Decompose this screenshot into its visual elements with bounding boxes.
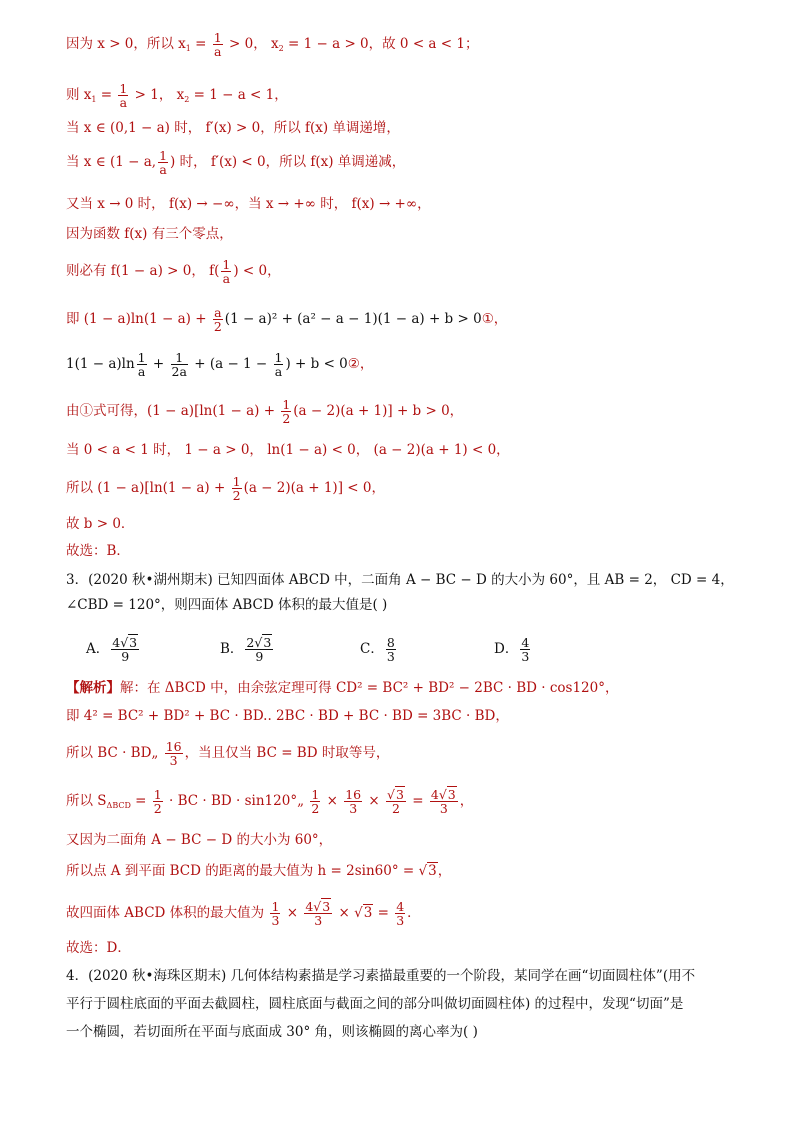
- fraction: $\frac{4√3}{3}$: [430, 787, 456, 816]
- fraction: $\frac{1}{a}$: [222, 257, 231, 286]
- solution-line-6: 所以点 A 到平面 BCD 的距离的最大值为 h = 2sin60° = √3，: [66, 863, 452, 879]
- fraction: $\frac{1}{a}$: [137, 350, 146, 379]
- fraction: $\frac{4}{3}$: [396, 899, 405, 928]
- option-c[interactable]: C． $\frac{8}{3}$: [360, 635, 395, 664]
- question-4-line-3: 一个椭圆，若切面所在平面与底面成 30° 角，则该椭圆的离心率为( ): [66, 1024, 478, 1040]
- fraction: $\frac{1}{a}$: [159, 148, 168, 177]
- line-three-zeros: 因为函数 f(x) 有三个零点，: [66, 226, 233, 242]
- fraction: $\frac{4√3}{3}$: [305, 899, 331, 928]
- line-inequality-2: 1(1 − a)ln $\frac{1}{a}$ + $\frac{1}{2a}$ + (a − 1 − $\frac{1}{a}$ ) + b < 0②，: [66, 350, 374, 379]
- solution-line-1: 【解析】解：在 ΔBCD 中，由余弦定理可得 CD² = BC² + BD² − 2BC · BD · cos120°，: [66, 680, 619, 696]
- fraction: $\frac{1}{2}$: [311, 787, 320, 816]
- fraction: $\frac{8}{3}$: [386, 635, 395, 664]
- fraction: $\frac{1}{a}$: [119, 81, 128, 110]
- option-d[interactable]: D． $\frac{4}{3}$: [494, 635, 530, 664]
- fraction: $\frac{1}{2}$: [282, 397, 291, 426]
- fraction: $\frac{a}{2}$: [213, 305, 222, 334]
- question-3-line-1: 3．(2020 秋•湖州期末) 已知四面体 ABCD 中，二面角 A − BC − D 的大小为 60°，且 AB = 2， CD = 4，: [66, 572, 734, 588]
- solution-line-7: 故四面体 ABCD 体积的最大值为 $\frac{1}{3}$ × $\frac{4√3}{3}$ × √3 = $\frac{4}{3}$ ．: [66, 899, 421, 928]
- line-so-negative: 所以 (1 − a)[ln(1 − a) + $\frac{1}{2}$ (a − 2)(a + 1)] < 0，: [66, 474, 385, 503]
- fraction: $\frac{1}{a}$: [274, 350, 283, 379]
- line-necessary: 则必有 f(1 − a) > 0， f( $\frac{1}{a}$ ) < 0，: [66, 257, 281, 286]
- question-4-line-2: 平行于圆柱底面的平面去截圆柱，圆柱底面与截面之间的部分叫做切面圆柱体) 的过程中，发现“切面”是: [66, 996, 684, 1012]
- line-when-range: 当 0 < a < 1 时， 1 − a > 0， ln(1 − a) < 0， (a − 2)(a + 1) < 0，: [66, 442, 510, 458]
- line-increasing: 当 x ∈ (0,1 − a) 时， f′(x) > 0，所以 f(x) 单调递增，: [66, 120, 400, 136]
- fraction: $\frac{1}{a}$: [213, 30, 222, 59]
- fraction: $\frac{√3}{2}$: [387, 787, 404, 816]
- solution-line-2: 即 4² = BC² + BD² + BC · BD.. 2BC · BD + BC · BD = 3BC · BD，: [66, 708, 509, 724]
- question-3-line-2: ∠CBD = 120°，则四面体 ABCD 体积的最大值是( ): [66, 597, 388, 613]
- solution-answer-d: 故选：D．: [66, 940, 131, 956]
- line-b-positive: 故 b > 0．: [66, 516, 135, 532]
- fraction: $\frac{16}{3}$: [345, 787, 362, 816]
- question-4-line-1: 4．(2020 秋•海珠区期末) 几何体结构素描是学习素描最重要的一个阶段，某同学在画“切面圆柱体”(用不: [66, 968, 696, 984]
- fraction: $\frac{2√3}{9}$: [246, 635, 272, 664]
- fraction: $\frac{1}{2}$: [153, 787, 162, 816]
- option-a[interactable]: A． $\frac{4√3}{9}$: [86, 635, 138, 664]
- line-x-roots: 则 $x_1$ = $\frac{1}{a}$ > 1， $x_2 = 1 - a < 1$，: [66, 81, 288, 110]
- option-b[interactable]: B． $\frac{2√3}{9}$: [220, 635, 272, 664]
- line-decreasing: 当 x ∈ (1 − a, $\frac{1}{a}$ ) 时， f′(x) < 0，所以 f(x) 单调递减，: [66, 148, 406, 177]
- line-limits: 又当 x → 0 时， f(x) → −∞，当 x → +∞ 时， f(x) → +∞，: [66, 196, 431, 212]
- line-inequality-1: 即 (1 − a)ln(1 − a) + $\frac{a}{2}$ (1 − a)² + (a² − a − 1)(1 − a) + b > 0①，: [66, 305, 508, 334]
- fraction: $\frac{4}{3}$: [521, 635, 530, 664]
- fraction: $\frac{1}{2}$: [232, 474, 241, 503]
- fraction: $\frac{16}{3}$: [165, 739, 182, 768]
- line-answer-b: 故选：B．: [66, 543, 130, 559]
- solution-line-4: 所以 $S_{\Delta BCD}$ = $\frac{1}{2}$ · BC · BD · sin120°„ $\frac{1}{2}$ × $\frac{16}{3}$ × $\frac{√3}{2}$ = $\frac{4√3}{3}$ ，: [66, 787, 474, 816]
- fraction: $\frac{1}{2a}$: [171, 350, 187, 379]
- fraction: $\frac{4√3}{9}$: [112, 635, 138, 664]
- solution-line-3: 所以 BC · BD„ $\frac{16}{3}$ ，当且仅当 BC = BD 时取等号，: [66, 739, 390, 768]
- line-from-1: 由①式可得，(1 − a)[ln(1 − a) + $\frac{1}{2}$ (a − 2)(a + 1)] + b > 0，: [66, 397, 464, 426]
- solution-line-5: 又因为二面角 A − BC − D 的大小为 60°，: [66, 832, 333, 848]
- fraction: $\frac{1}{3}$: [271, 899, 280, 928]
- line-x-conditions: 因为 x > 0，所以 $x_1$ = $\frac{1}{a}$ > 0， $x_2 = 1 - a > 0$，故 0 < a < 1；: [66, 30, 479, 59]
